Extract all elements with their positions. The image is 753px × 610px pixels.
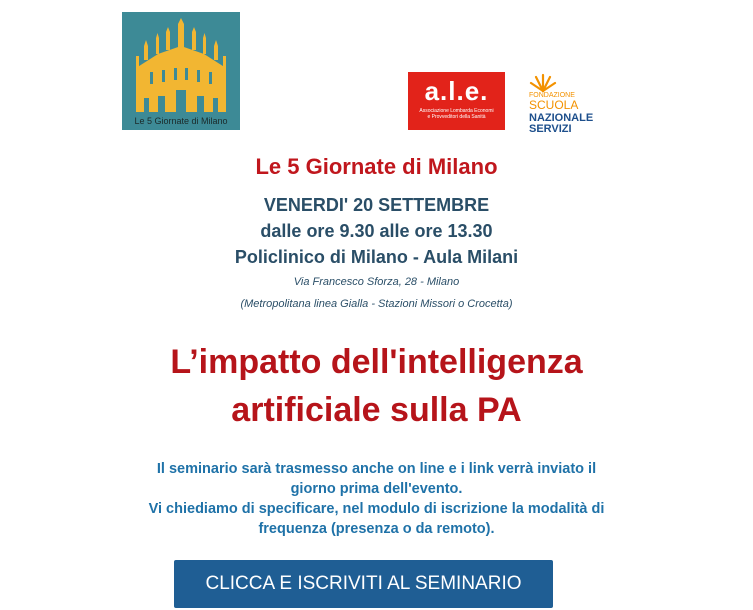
attendance-info [0, 499, 753, 539]
event-venue: Policlinico di Milano - Aula Milani [234, 247, 519, 267]
event-address: Via Francesco Sforza, 28 - Milano [293, 276, 460, 288]
streaming-info-line1: Il seminario sarà trasmesso anche on line e i link verrà inviato il [156, 461, 597, 477]
event-title: Le 5 Giornate di Milano [255, 154, 498, 179]
event-date: VENERDI' 20 SETTEMBRE [263, 195, 490, 215]
fsns-logo-line4: SERVIZI [529, 123, 572, 135]
fsns-logo [527, 72, 627, 135]
milano-logo [122, 12, 240, 130]
streaming-info-line2: giorno prima dell'evento. [290, 481, 463, 497]
attendance-info-line2: frequenza (presenza o da remoto). [258, 521, 495, 537]
event-time: dalle ore 9.30 alle ore 13.30 [260, 221, 493, 241]
seminar-title [0, 338, 753, 434]
sun-rays-icon [529, 72, 557, 92]
milano-logo-caption: Le 5 Giornate di Milano [134, 116, 228, 126]
ale-logo-subtitle-2: e Provveditori della Sanità [427, 114, 486, 120]
ale-logo-title: a.l.e. [424, 76, 489, 106]
streaming-info [0, 459, 753, 499]
fsns-logo-line1: FONDAZIONE [529, 92, 575, 99]
ale-logo [408, 72, 505, 130]
seminar-title-line2: artificiale sulla PA [231, 391, 522, 429]
register-button[interactable]: CLICCA E ISCRIVITI AL SEMINARIO [174, 560, 553, 608]
event-metro: (Metropolitana linea Gialla - Stazioni Missori o Crocetta) [240, 298, 513, 310]
duomo-cathedral-icon [122, 12, 240, 130]
fsns-logo-line2: SCUOLA [529, 98, 579, 112]
fsns-logo-line3: NAZIONALE [529, 112, 594, 124]
ale-logo-subtitle [408, 108, 505, 120]
attendance-info-line1: Vi chiediamo di specificare, nel modulo di iscrizione la modalità di [148, 501, 605, 517]
seminar-title-line1: L’impatto dell'intelligenza [170, 343, 583, 381]
ale-logo-subtitle-1: Associazione Lombarda Economi [419, 108, 494, 114]
